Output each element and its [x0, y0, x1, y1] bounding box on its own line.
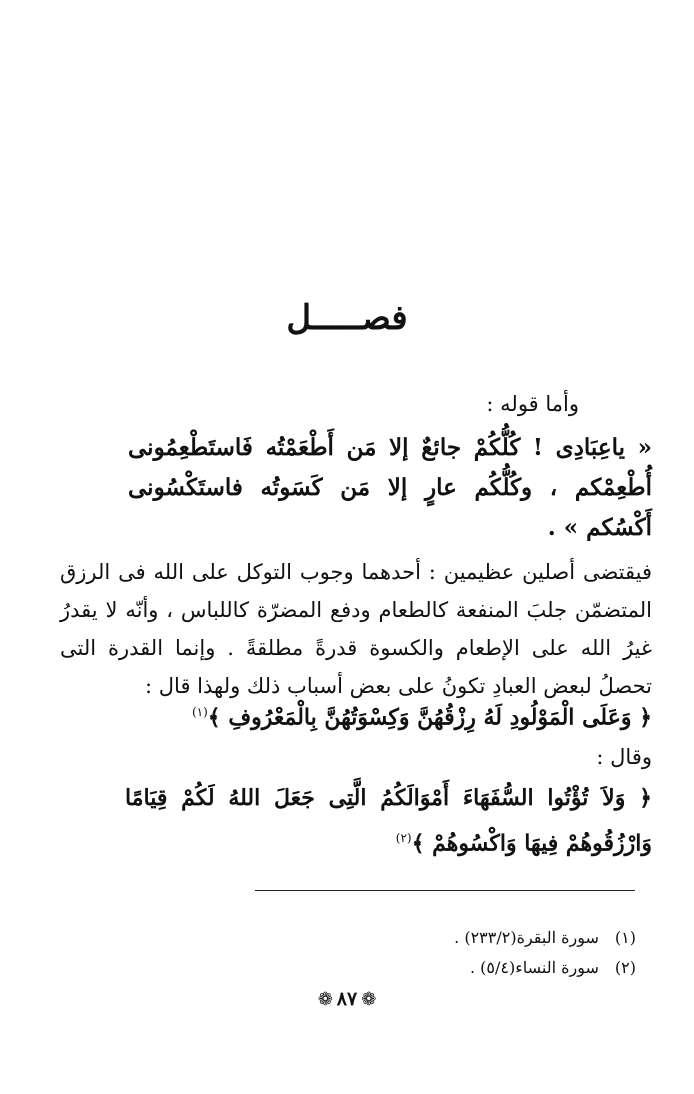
verse-2-text: ﴿ وَلاَ تُؤْتُوا السُّفَهَاءَ أَمْوَالَكُمُ الَّتِى جَعَلَ اللهُ لَكُمْ قِيَامًا وَارْزُقُوهُمْ فِيهَا وَاكْسُوهُمْ ﴾: [125, 785, 652, 857]
intro-line: وأما قوله :: [486, 392, 579, 416]
hadith-quote: « ياعِبَادِى ! كُلُّكُمْ جائعٌ إلا مَن أَطْعَمْتُه فَاستَطْعِمُونى أُطْعِمْكم ، وكُلُّكُم عارٍ إلا مَن كَسَوتُه فاستَكْسُونى أَكْسُكم » .: [128, 434, 652, 541]
page-number-text: ٨٧: [336, 988, 358, 1010]
ornament-right-icon: ❁: [361, 989, 377, 1010]
footnote-2-number: (٢): [614, 958, 636, 977]
footnote-2-text: سورة النساء(٥/٤) .: [469, 958, 599, 977]
verse-1-footnote-ref: (١): [191, 705, 208, 719]
ornament-left-icon: ❁: [317, 989, 333, 1010]
footnote-1-text: سورة البقرة(٢٣٣/٢) .: [454, 928, 599, 947]
footnote-1-number: (١): [614, 928, 636, 947]
transition-line: وقال :: [596, 745, 652, 769]
verse-2-footnote-ref: (٢): [395, 831, 412, 845]
footnote-2: [470, 958, 636, 977]
footnote-divider: [255, 890, 635, 891]
section-title: فصـــــل: [286, 298, 408, 338]
quran-verse-2: [125, 778, 652, 863]
footnote-1: [454, 928, 636, 947]
body-paragraph: فيقتضى أصلين عظيمين : أحدهما وجوب التوكل على الله فى الرزق المتضمّن جلبَ المنفعة كالطعام ودفع المضرّة كاللباس ، وأنّه لا يقدرُ غيرُ الله على الإطعام والكسوة قدرةً مطلقةً . وإنما القدرة التى تحصلُ لبعض العبادِ تكونُ على بعض أسباب ذلك ولهذا قال :: [60, 560, 652, 698]
page-number: [0, 988, 694, 1010]
verse-1-text: ﴿ وَعَلَى الْمَوْلُودِ لَهُ رِزْقُهُنَّ وَكِسْوَتُهُنَّ بِالْمَعْرُوفِ ﴾: [207, 704, 652, 731]
quran-verse-1: [160, 692, 652, 737]
